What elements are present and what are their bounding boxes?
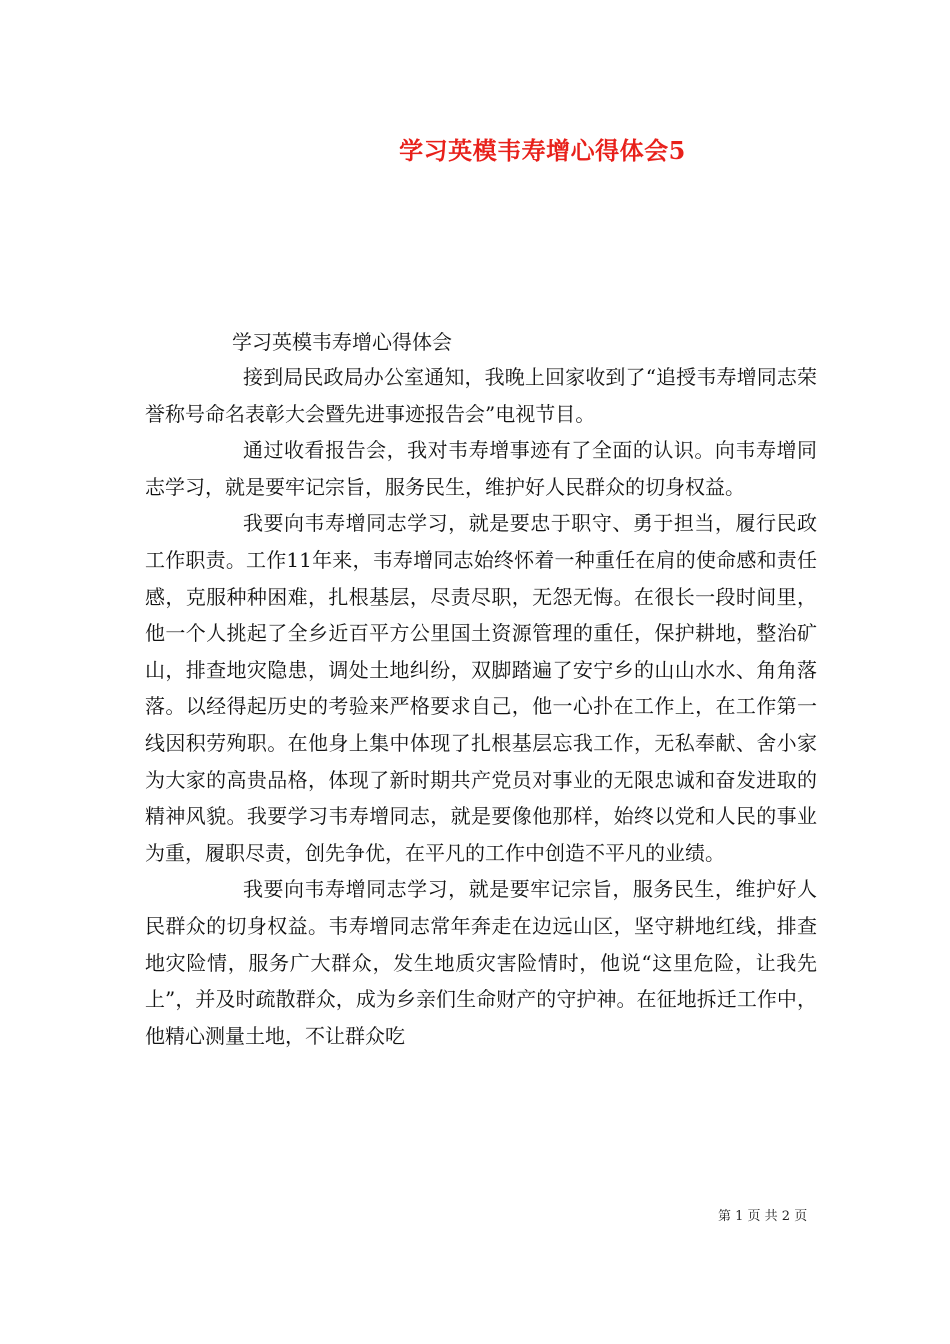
paragraph-1: 接到局民政局办公室通知，我晚上回家收到了“追授韦寿增同志荣誉称号命名表彰大会暨先进事迹报告会”电视节目。 [145, 365, 817, 426]
paragraph-2: 通过收看报告会，我对韦寿增事迹有了全面的认识。向韦寿增同志学习，就是要牢记宗旨，服务民生，维护好人民群众的切身权益。 [145, 438, 817, 499]
page-footer: 第 1 页 共 2 页 [718, 1209, 808, 1224]
document-subtitle: 学习英模韦寿增心得体会 [232, 330, 452, 354]
paragraph-4: 我要向韦寿增同志学习，就是要牢记宗旨，服务民生，维护好人民群众的切身权益。韦寿增同志常年奔走在边远山区，坚守耕地红线，排查地灾险情，服务广大群众，发生地质灾害险情时，他说“这里危险，让我先上”，并及时疏散群众，成为乡亲们生命财产的守护神。在征地拆迁工作中，他精心测量土地，不让群众吃 [145, 877, 817, 1048]
document-title: 学习英模韦寿增心得体会5 [399, 136, 686, 165]
paragraph-3: 我要向韦寿增同志学习，就是要忠于职守、勇于担当，履行民政工作职责。工作11年来，韦寿增同志始终怀着一种重任在肩的使命感和责任感，克服种种困难，扎根基层，尽责尽职，无怨无悔。在很长一段时间里，他一个人挑起了全乡近百平方公里国土资源管理的重任，保护耕地，整治矿山，排查地灾隐患，调处土地纠纷，双脚踏遍了安宁乡的山山水水、角角落落。以经得起历史的考验来严格要求自己，他一心扑在工作上，在工作第一线因积劳殉职。在他身上集中体现了扎根基层忘我工作，无私奉献、舍小家为大家的高贵品格，体现了新时期共产党员对事业的无限忠诚和奋发进取的精神风貌。我要学习韦寿增同志，就是要像他那样，始终以党和人民的事业为重，履职尽责，创先争优，在平凡的工作中创造不平凡的业绩。 [145, 511, 817, 865]
document-body [145, 359, 817, 1054]
